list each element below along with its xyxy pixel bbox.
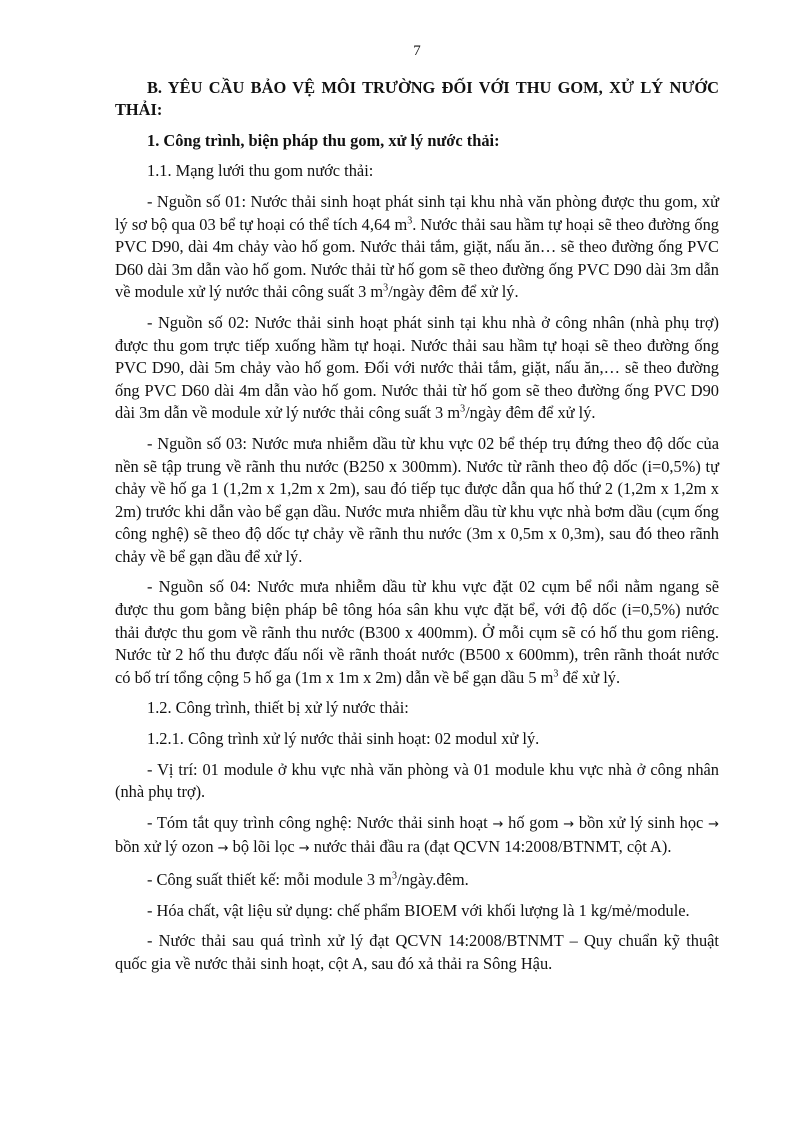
source-02-text-b: /ngày đêm để xử lý. [465,403,596,423]
location-paragraph: - Vị trí: 01 module ở khu vực nhà văn phòng và 01 module khu vực nhà ở công nhân (nhà phụ trợ). [115,759,719,802]
source-03-paragraph: - Nguồn số 03: Nước mưa nhiễm dầu từ khu vực 02 bể thép trụ đứng theo độ dốc của nền sẽ tập trung về rãnh thu nước (B250 x 300mm). Nước từ rãnh theo độ dốc (i=0,5%) tự chảy về hố ga 1 (1,2m x 1,2m x 2m), sau đó tiếp tục được dẫn qua hố thứ 2 (1,2m x 1,2m x 2m) trước khi dẫn vào bể gạn dầu. Nước mưa nhiễm dầu từ khu vực nhà bơm dầu (cụm ống công nghệ) sẽ theo độ dốc tự chảy về rãnh thu nước (3m x 0,5m x 0,3m), sau đó theo rãnh chảy về bể gạn dầu để xử lý. [115,433,719,566]
subsection-1-1-title: 1.1. Mạng lưới thu gom nước thải: [147,161,374,181]
process-step: bộ lõi lọc [228,837,299,857]
source-02-text-a: - Nguồn số 02: Nước thải sinh hoạt phát sinh tại khu nhà ở công nhân (nhà phụ trợ) được thu gom trực tiếp xuống hầm tự hoại. Nước thải sau hầm tự hoại sẽ theo đường ống PVC D90, dài 5m chảy vào hố gom. Đối với nước thải tắm, giặt, nấu ăn,… sẽ theo đường ống PVC D60 dài 4m dẫn vào hố gom. Nước thải từ hố gom sẽ theo đường ống PVC D90 dài 3m dẫn về module xử lý nước thải công suất 3 m [115,312,719,423]
cubic-superscript: 3 [383,282,389,294]
section-1-heading: 1. Công trình, biện pháp thu gom, xử lý nước thải: [147,130,500,150]
capacity-paragraph [115,869,719,892]
cubic-superscript: 3 [460,403,466,415]
subsection-1-2-title: 1.2. Công trình, thiết bị xử lý nước thải: [147,698,409,718]
subsection-1-2-1-title: 1.2.1. Công trình xử lý nước thải sinh hoạt: 02 modul xử lý. [147,729,540,749]
discharge-paragraph: - Nước thải sau quá trình xử lý đạt QCVN 14:2008/BTNMT – Quy chuẩn kỹ thuật quốc gia về nước thải sinh hoạt, cột A, sau đó xả thải ra Sông Hậu. [115,931,719,973]
arrow-right-icon: → [492,816,504,832]
source-04-text-b: để xử lý. [558,667,621,687]
source-01-text-b: . Nước thải sau hầm tự hoại sẽ theo đường ống PVC D90, dài 4m chảy vào hố gom. Nước thải tắm, giặt, nấu ăn… sẽ theo đường ống PVC D60 dài 3m dẫn vào hố gom. Nước thải từ hố gom sẽ theo đường ống PVC D90 dài 3m dẫn về module xử lý nước thải công suất 3 m [115,214,719,302]
arrow-right-icon: → [708,816,719,832]
process-step: nước thải đầu ra (đạt QCVN 14:2008/BTNMT, cột A). [309,837,672,857]
page-number: 7 [413,43,421,59]
document-page [115,40,719,983]
cubic-superscript: 3 [391,870,397,882]
process-step: hố gom [503,812,564,832]
process-step: bồn xử lý ozon [115,837,218,857]
arrow-right-icon: → [563,816,575,832]
section-b-heading: B. YÊU CẦU BẢO VỆ MÔI TRƯỜNG ĐỐI VỚI THU GOM, XỬ LÝ NƯỚC THẢI: [115,77,719,120]
cubic-superscript: 3 [553,668,559,680]
process-step: bồn xử lý sinh học [574,812,709,832]
process-summary-paragraph [115,812,719,861]
capacity-text-a: - Công suất thiết kế: mỗi module 3 m [147,870,392,889]
chemicals-paragraph: - Hóa chất, vật liệu sử dụng: chế phẩm BIOEM với khối lượng là 1 kg/mẻ/module. [147,900,690,920]
source-04-text-a: - Nguồn số 04: Nước mưa nhiễm dầu từ khu vực đặt 02 cụm bể nổi nằm ngang sẽ được thu gom bằng biện pháp bê tông hóa sân khu vực đặt bể, với độ dốc (i=0,5%) nước thải được thu gom về rãnh thu nước (B300 x 400mm). Ở mỗi cụm sẽ có hố thu gom riêng. Nước từ 2 hố thu được đấu nối về rãnh thoát nước (B500 x 600mm), trên rãnh thoát nước có bố trí tổng cộng 5 hố ga (1m x 1m x 2m) dẫn về bể gạn dầu 5 m [115,577,719,687]
capacity-text-b: /ngày.đêm. [396,870,469,889]
source-01-paragraph [115,191,719,304]
source-01-text-a: - Nguồn số 01: Nước thải sinh hoạt phát sinh tại khu nhà văn phòng được thu gom, xử lý sơ bộ qua 03 bể tự hoại có thể tích 4,64 m [115,191,719,234]
source-01-text-c: /ngày đêm để xử lý. [388,282,519,302]
cubic-superscript: 3 [407,215,413,227]
arrow-right-icon: → [217,841,229,857]
source-04-paragraph [115,576,719,689]
source-02-paragraph [115,312,719,425]
arrow-right-icon: → [298,841,310,857]
process-step: - Tóm tắt quy trình công nghệ: Nước thải sinh hoạt [147,812,493,832]
